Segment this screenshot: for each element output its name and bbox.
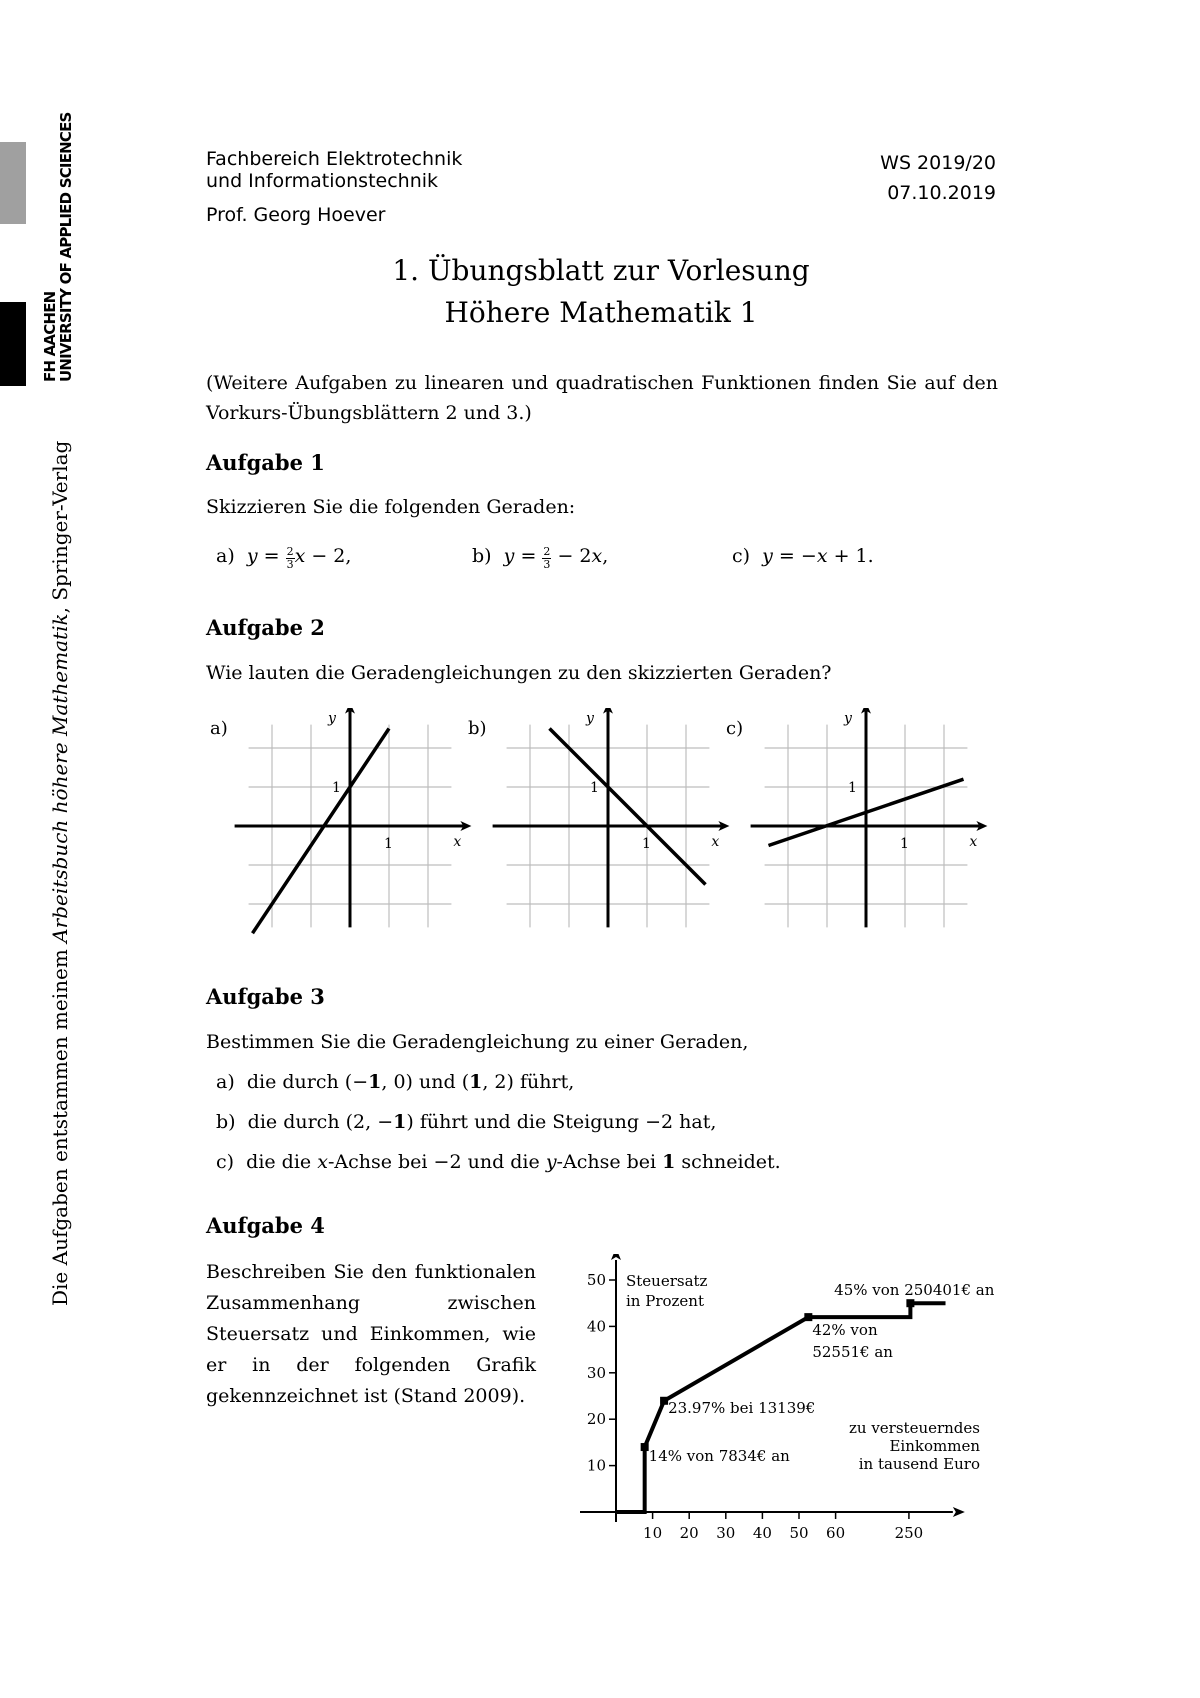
annotation-2397pct: 23.97% bei 13139€ bbox=[668, 1398, 816, 1417]
task3-c-x-suffix: -Achse bei bbox=[327, 1151, 428, 1173]
y-tick-label: 10 bbox=[586, 1456, 606, 1475]
task3-heading: Aufgabe 3 bbox=[206, 984, 325, 1009]
task3-item-b bbox=[216, 1111, 716, 1133]
task1-item-b bbox=[472, 545, 608, 571]
task3-item-a bbox=[216, 1071, 574, 1093]
graph-a bbox=[210, 708, 471, 933]
task3-c-label: c) bbox=[216, 1151, 235, 1173]
x-intercept: −2 bbox=[433, 1151, 462, 1173]
y-tick-label: 30 bbox=[586, 1363, 606, 1382]
task2-heading: Aufgabe 2 bbox=[206, 615, 325, 640]
logo-line-2: UNIVERSITY OF APPLIED SCIENCES bbox=[57, 112, 75, 382]
graph-label-b: b) bbox=[468, 718, 487, 739]
y-axis-label: y bbox=[328, 710, 336, 727]
point-1: (−1, 0) bbox=[344, 1071, 413, 1093]
task1-item-c bbox=[732, 545, 874, 567]
task3-a-post: führt, bbox=[519, 1071, 575, 1093]
task1-heading: Aufgabe 1 bbox=[206, 450, 325, 475]
annotation-45pct: 45% von 250401€ an bbox=[834, 1281, 995, 1300]
task3-item-c bbox=[216, 1151, 781, 1173]
task1-item-a bbox=[216, 545, 351, 571]
annotation-42pct-2: 52551€ an bbox=[812, 1343, 893, 1362]
source-note-prefix: Die Aufgaben entstammen meinem bbox=[48, 942, 72, 1306]
source-note bbox=[48, 441, 72, 1306]
graph-c bbox=[726, 708, 987, 927]
task3-c-mid: und die bbox=[467, 1151, 540, 1173]
task3-text: Bestimmen Sie die Geradengleichung zu einer Geraden, bbox=[206, 1031, 749, 1053]
x-tick-label: 10 bbox=[643, 1524, 663, 1542]
graph-label-c: c) bbox=[726, 718, 744, 739]
y-tick-label: 1 bbox=[332, 780, 341, 796]
task1-b-formula: y = $\frac{2}{3}$ − 2x, bbox=[503, 545, 609, 572]
y-intercept: 1 bbox=[662, 1151, 676, 1173]
y-axis-label: y bbox=[586, 710, 594, 727]
data-point bbox=[906, 1299, 914, 1307]
graph-b bbox=[468, 708, 729, 927]
x-tick-label: 20 bbox=[679, 1524, 699, 1542]
intro-text: (Weitere Aufgaben zu linearen und quadratischen Funktionen finden Sie auf den Vorkurs-Übungsblättern 2 und 3.) bbox=[206, 372, 998, 424]
y-var: y bbox=[545, 1151, 557, 1173]
x-axis-label: x bbox=[969, 834, 978, 850]
task3-c-pre: die die bbox=[246, 1151, 312, 1173]
x-tick-label: 1 bbox=[900, 836, 909, 852]
logo-line-1: FH AACHEN bbox=[41, 291, 59, 382]
task3-a-label: a) bbox=[216, 1071, 235, 1093]
y-axis-label: y bbox=[844, 710, 852, 727]
x-tick-label: 1 bbox=[642, 836, 651, 852]
x-axis-title-1: zu versteuerndes bbox=[848, 1419, 980, 1438]
logo-bar-gray bbox=[0, 142, 26, 224]
y-axis-title-1: Steuersatz bbox=[626, 1272, 708, 1290]
semester-date bbox=[780, 148, 996, 208]
x-tick-label: 250 bbox=[894, 1524, 924, 1542]
page-subtitle: Höhere Mathematik 1 bbox=[444, 296, 758, 329]
task1-b-label: b) bbox=[472, 545, 492, 567]
task3-c-y-suffix: -Achse bei bbox=[556, 1151, 657, 1173]
slope-value: −2 bbox=[645, 1111, 674, 1133]
x-tick-label: 60 bbox=[826, 1524, 846, 1542]
x-tick-label: 40 bbox=[752, 1524, 772, 1542]
date: 07.10.2019 bbox=[887, 182, 996, 204]
task4-heading: Aufgabe 4 bbox=[206, 1213, 325, 1238]
department-line-1: Fachbereich Elektrotechnik bbox=[206, 148, 463, 170]
y-tick-label: 1 bbox=[848, 780, 857, 796]
x-tick-label: 1 bbox=[384, 836, 393, 852]
graph-label-a: a) bbox=[210, 718, 228, 739]
annotation-42pct-1: 42% von bbox=[812, 1321, 878, 1340]
department-line-2: und Informationstechnik bbox=[206, 170, 439, 192]
semester: WS 2019/20 bbox=[880, 152, 996, 174]
task1-text: Skizzieren Sie die folgenden Geraden: bbox=[206, 496, 576, 518]
x-axis-title-3: in tausend Euro bbox=[858, 1455, 980, 1474]
data-point bbox=[641, 1443, 649, 1451]
y-tick-label: 1 bbox=[590, 780, 599, 796]
data-point bbox=[804, 1313, 812, 1321]
task1-a-formula: y = $\frac{2}{3}$ x − 2, bbox=[246, 545, 352, 572]
source-note-suffix: , Springer-Verlag bbox=[48, 440, 72, 614]
x-axis-arrow bbox=[953, 1507, 965, 1517]
task3-a-pre: die durch bbox=[246, 1071, 339, 1093]
point-3: (2, −1) bbox=[345, 1111, 414, 1133]
source-note-book: Arbeitsbuch höhere Mathematik bbox=[48, 613, 72, 943]
task3-b-label: b) bbox=[216, 1111, 236, 1133]
annotation-14pct: 14% von 7834€ an bbox=[648, 1447, 790, 1466]
x-axis-label: x bbox=[711, 834, 720, 850]
tax-rate-chart bbox=[580, 1254, 1000, 1544]
logo-bar-black bbox=[0, 302, 26, 386]
x-tick-label: 50 bbox=[789, 1524, 809, 1542]
y-tick-label: 20 bbox=[586, 1410, 606, 1429]
professor: Prof. Georg Hoever bbox=[206, 204, 386, 226]
task3-c-post: schneidet. bbox=[681, 1151, 781, 1173]
y-tick-label: 40 bbox=[586, 1317, 606, 1336]
graph-line-b bbox=[550, 729, 706, 885]
task1-c-formula: y = −x + 1. bbox=[762, 545, 874, 567]
task4-text: Beschreiben Sie den funktionalen Zusammenhang zwischen Steuersatz und Einkommen, wie er in der folgenden Grafik gekennzeichnet ist (Stand 2009). bbox=[206, 1261, 536, 1407]
task1-a-label: a) bbox=[216, 545, 235, 567]
line-graphs bbox=[210, 708, 990, 940]
task1-c-label: c) bbox=[732, 545, 751, 567]
task3-b-pre: die durch bbox=[247, 1111, 340, 1133]
graph-line-a bbox=[253, 729, 390, 934]
task3-b-mid: führt und die Steigung bbox=[419, 1111, 640, 1133]
y-axis-title-2: in Prozent bbox=[626, 1292, 704, 1310]
data-point bbox=[660, 1397, 668, 1405]
page-title: 1. Übungsblatt zur Vorlesung bbox=[392, 254, 810, 287]
x-tick-label: 30 bbox=[716, 1524, 736, 1542]
point-2: (1, 2) bbox=[461, 1071, 514, 1093]
task3-b-post: hat, bbox=[679, 1111, 717, 1133]
x-axis-label: x bbox=[453, 834, 462, 850]
task3-a-mid: und bbox=[419, 1071, 456, 1093]
task2-text: Wie lauten die Geradengleichungen zu den skizzierten Geraden? bbox=[206, 662, 832, 684]
department bbox=[206, 148, 462, 192]
x-var: x bbox=[317, 1151, 328, 1173]
university-logo bbox=[42, 112, 74, 382]
y-axis-arrow bbox=[611, 1254, 621, 1260]
y-tick-label: 50 bbox=[586, 1271, 606, 1289]
x-axis-title-2: Einkommen bbox=[889, 1437, 980, 1456]
